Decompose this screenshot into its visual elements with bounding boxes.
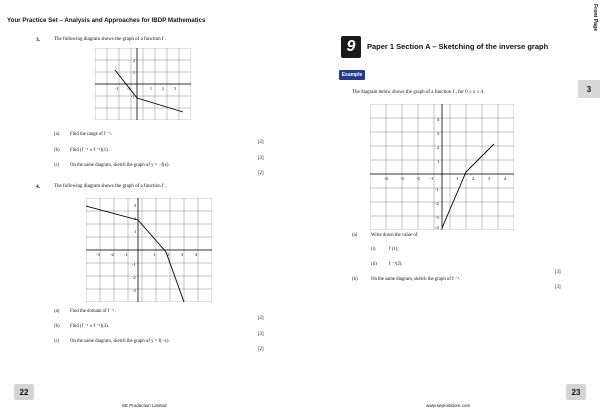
- example-badge: Example: [339, 70, 365, 80]
- part-label: (a): [54, 132, 60, 137]
- part-label: (i): [371, 247, 376, 252]
- footer-url[interactable]: www.seprodstore.com: [426, 403, 471, 408]
- page-number: 22: [14, 384, 34, 400]
- q4-graph: [86, 198, 212, 302]
- q4-y-tick: 2: [134, 216, 137, 221]
- part-label: (b): [54, 324, 60, 329]
- example-x-tick: 1: [456, 176, 459, 181]
- q4-y-tick: -1: [132, 262, 136, 267]
- marks: [3]: [555, 285, 561, 290]
- question-number: 4.: [36, 184, 41, 190]
- running-header: Your Practice Set – Analysis and Approaches for IBDP Mathematics: [7, 17, 206, 24]
- example-x-tick: 3: [488, 176, 491, 181]
- q4-y-tick: 3: [134, 203, 137, 208]
- q4-x-tick: -2: [110, 252, 114, 257]
- example-y-tick: 4: [437, 117, 440, 122]
- q3-x-tick: 1: [150, 86, 152, 91]
- part-text: Find the range of f ⁻¹.: [70, 132, 113, 137]
- q4-x-tick: 2: [167, 252, 170, 257]
- part-text: On the same diagram, sketch the graph of y = f(−x).: [70, 339, 170, 344]
- example-intro: The diagram below shows the graph of a function f , for 0 ≤ x ≤ 4 .: [352, 90, 486, 95]
- example-graph: [370, 104, 514, 230]
- part-text: Find the domain of f ⁻¹.: [70, 309, 116, 314]
- part-text: On the same diagram, sketch the graph of y = −f(x).: [70, 163, 170, 168]
- question-number: 3.: [36, 37, 41, 43]
- marks: [2]: [258, 316, 264, 321]
- q4-x-tick: 4: [195, 252, 198, 257]
- q4-y-tick: 1: [134, 229, 137, 234]
- example-y-tick: 3: [437, 131, 440, 136]
- q4-y-tick: -2: [132, 275, 136, 280]
- question-text: The following diagram shows the graph of a function f .: [54, 184, 167, 189]
- part-label: (c): [54, 339, 60, 344]
- q4-x-tick: -3: [96, 252, 100, 257]
- example-y-tick: 1: [437, 159, 440, 164]
- q4-x-tick: 1: [153, 252, 156, 257]
- q4-x-tick: 3: [181, 252, 184, 257]
- example-x-tick: -2: [416, 176, 420, 181]
- part-label: (c): [54, 163, 60, 168]
- example-x-tick: -4: [384, 176, 388, 181]
- example-y-tick: -3: [435, 215, 439, 220]
- chapter-tab[interactable]: 3: [578, 80, 600, 98]
- example-x-tick: 2: [472, 176, 475, 181]
- part-label: (a): [54, 309, 60, 314]
- marks: [3]: [258, 332, 264, 337]
- marks: [2]: [258, 140, 264, 145]
- q3-x-tick: 2: [162, 86, 164, 91]
- part-label: (b): [54, 148, 60, 153]
- example-y-tick: 2: [437, 145, 440, 150]
- part-text: f ⁻¹(2).: [389, 262, 403, 267]
- part-text: Find (f ⁻¹ ∘ f ⁻¹)(1).: [70, 148, 109, 153]
- q3-y-tick: -1: [131, 94, 135, 99]
- example-y-tick: -2: [435, 201, 439, 206]
- q3-function-curve: [115, 70, 183, 112]
- q3-graph: [95, 48, 191, 120]
- q3-y-tick: 1: [133, 70, 135, 75]
- page-number: 23: [566, 384, 586, 400]
- part-label: (ii): [371, 262, 377, 267]
- q3-x-tick: -2: [115, 86, 119, 91]
- section-title: Paper 1 Section A – Sketching of the inverse graph: [367, 42, 549, 51]
- part-text: f (1);: [389, 247, 399, 252]
- section-number-badge: 9: [341, 36, 361, 58]
- footer-text: SE Production Limited: [122, 403, 167, 408]
- part-label: (a): [352, 233, 358, 238]
- part-text: On the same diagram, sketch the graph of f ⁻¹.: [371, 277, 461, 282]
- question-text: The following diagram shows the graph of a function f .: [54, 37, 167, 42]
- example-y-tick: -4: [435, 225, 439, 230]
- q4-y-tick: -3: [132, 288, 136, 293]
- example-x-tick: -1: [430, 176, 434, 181]
- marks: [2]: [258, 171, 264, 176]
- marks: [2]: [258, 347, 264, 352]
- marks: [3]: [555, 270, 561, 275]
- q4-x-tick: -1: [124, 252, 128, 257]
- part-text: Find (f ⁻¹ ∘ f ⁻¹)(3).: [70, 324, 109, 329]
- part-text: Write down the value of: [371, 233, 418, 238]
- q3-x-tick: 3: [174, 86, 176, 91]
- marks: [3]: [258, 156, 264, 161]
- part-label: (b): [352, 277, 358, 282]
- q3-y-tick: 2: [133, 58, 135, 63]
- example-y-tick: -1: [435, 187, 439, 192]
- example-x-tick: 4: [504, 176, 507, 181]
- example-x-tick: -3: [400, 176, 404, 181]
- q3-x-tick: -1: [127, 86, 131, 91]
- front-page-label: Front Page: [592, 4, 598, 32]
